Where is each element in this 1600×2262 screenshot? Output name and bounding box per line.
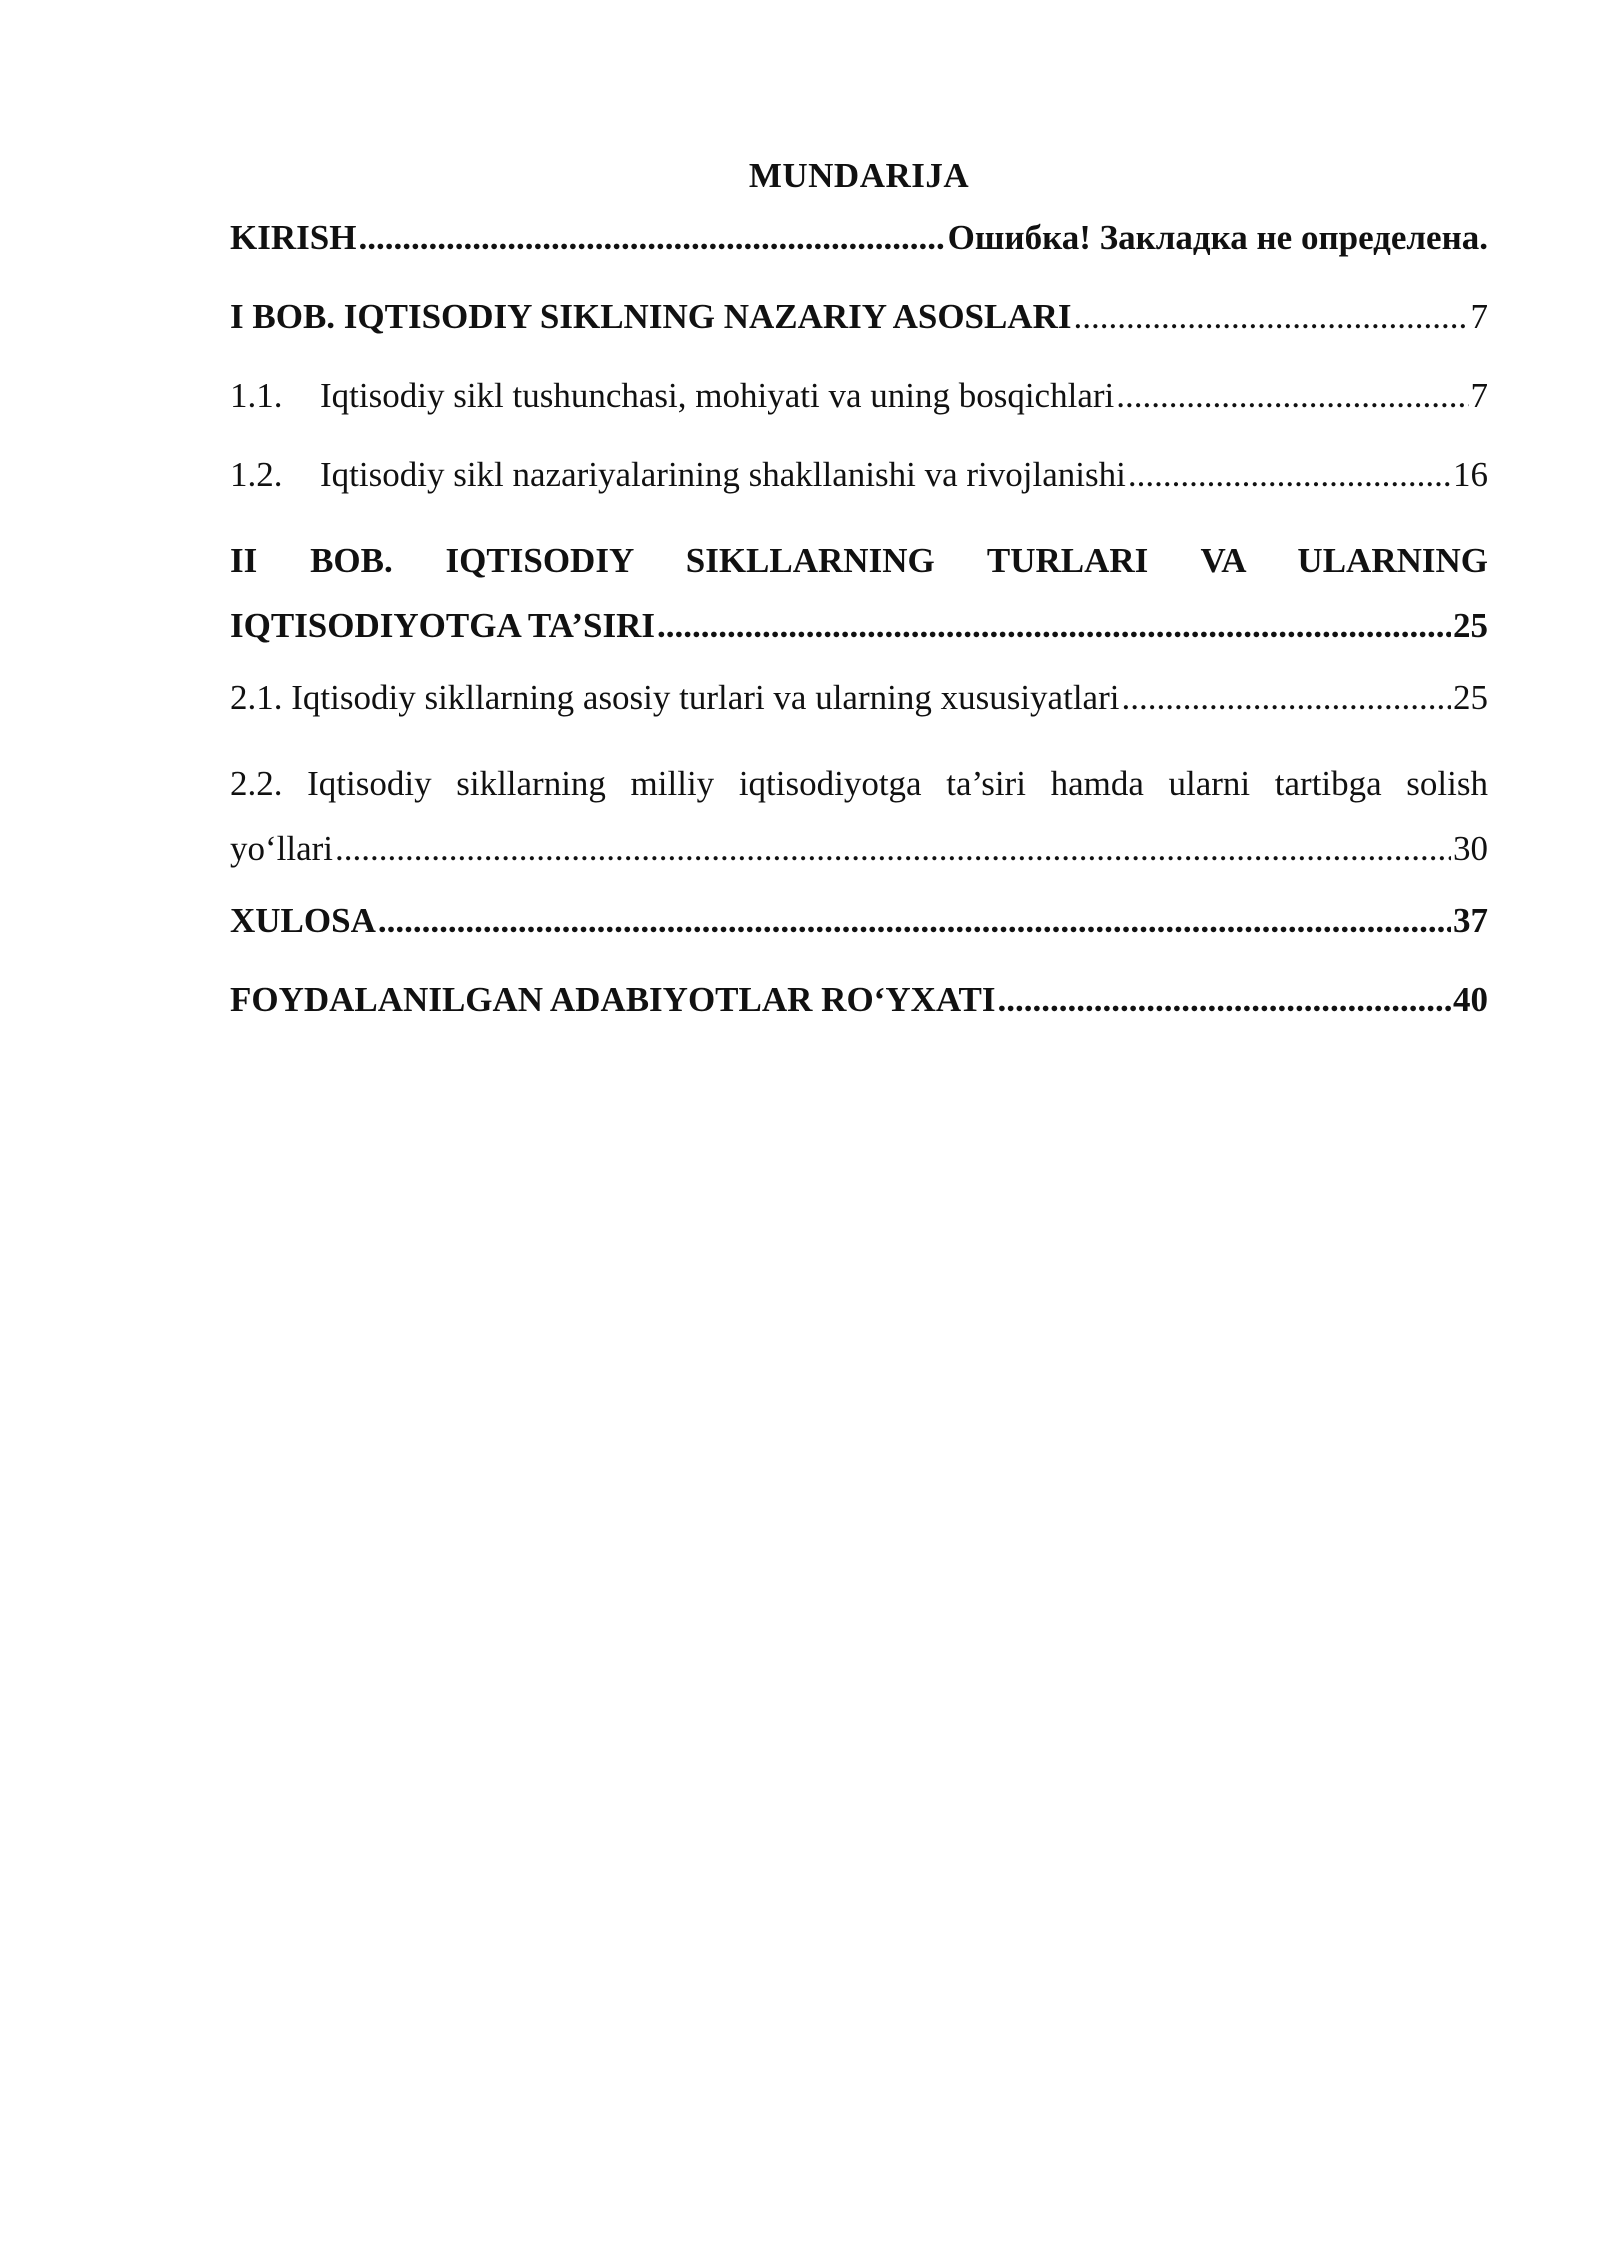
toc-entry-number: 1.1. [230, 376, 283, 415]
table-of-contents [230, 150, 1488, 1053]
toc-entry-label: FOYDALANILGAN ADABIYOTLAR RO‘YXATI [230, 980, 996, 1019]
toc-entry-page: 40 [1453, 980, 1488, 1019]
toc-entry-chapter-1[interactable] [230, 291, 1488, 343]
toc-leader-dots [358, 212, 945, 264]
toc-entry-page: 25 [1453, 606, 1488, 645]
toc-entry-label: Iqtisodiy sikl nazariyalarining shakllanishi va rivojlanishi [320, 455, 1126, 494]
toc-leader-dots [1074, 291, 1469, 343]
toc-leader-dots [378, 895, 1451, 947]
toc-leader-dots [998, 974, 1451, 1026]
toc-entry-page: Ошибка! Закладка не определена. [947, 218, 1488, 257]
toc-leader-dots [657, 593, 1451, 658]
toc-entry-number: 1.2. [230, 455, 283, 494]
toc-leader-dots [335, 816, 1451, 881]
toc-entry-page: 7 [1470, 297, 1488, 336]
toc-entry-page: 7 [1470, 376, 1488, 415]
toc-entry-label: XULOSA [230, 901, 376, 940]
toc-entry-chapter-2[interactable] [230, 528, 1488, 658]
toc-title: MUNDARIJA [748, 156, 970, 195]
toc-entry-page: 37 [1453, 901, 1488, 940]
toc-entry-label: Iqtisodiy sikl tushunchasi, mohiyati va uning bosqichlari [320, 376, 1115, 415]
toc-entry-section-2-2[interactable] [230, 751, 1488, 881]
toc-leader-dots [1116, 370, 1468, 422]
toc-entry-label: IQTISODIYOTGA TA’SIRI [230, 606, 655, 645]
toc-entry-label: KIRISH [230, 218, 357, 257]
toc-entry-page: 25 [1453, 678, 1488, 717]
toc-entry-label: 2.1. Iqtisodiy sikllarning asosiy turlari va ularning xususiyatlari [230, 678, 1120, 717]
toc-entry-section-1-2[interactable] [230, 449, 1488, 501]
toc-entry-page: 30 [1453, 829, 1488, 868]
toc-entry-section-1-1[interactable] [230, 370, 1488, 422]
toc-entry-xulosa[interactable] [230, 895, 1488, 947]
toc-entry-page: 16 [1453, 455, 1488, 494]
toc-entry-bibliography[interactable] [230, 974, 1488, 1026]
toc-entry-label: I BOB. IQTISODIY SIKLNING NAZARIY ASOSLARI [230, 297, 1072, 336]
toc-entry-label: yo‘llari [230, 829, 334, 868]
toc-entry-section-2-1[interactable] [230, 672, 1488, 724]
toc-entry-kirish[interactable] [230, 212, 1488, 264]
toc-leader-dots [1121, 672, 1451, 724]
toc-entry-label-line1: II BOB. IQTISODIY SIKLLARNING TURLARI VA ULARNING [230, 541, 1488, 580]
toc-entry-label-line1: 2.2. Iqtisodiy sikllarning milliy iqtisodiyotga ta’siri hamda ularni tartibga solish [230, 764, 1488, 803]
toc-leader-dots [1128, 449, 1451, 501]
